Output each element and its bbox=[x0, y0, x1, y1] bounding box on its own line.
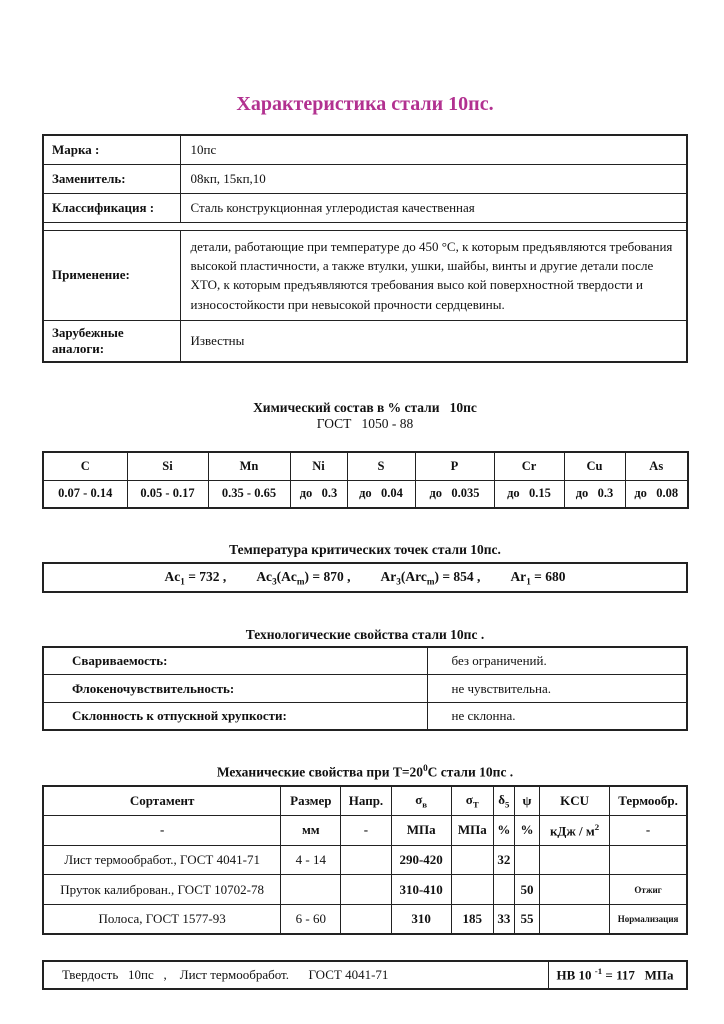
chem-header-cell: Ni bbox=[290, 452, 347, 480]
table-row-primenenie bbox=[43, 230, 687, 321]
table-row-zamenitel bbox=[43, 164, 687, 193]
critical-points-table bbox=[42, 562, 688, 593]
critical-points-title: Температура критических точек стали 10пс. bbox=[229, 542, 501, 558]
chem-header-cell: C bbox=[43, 452, 127, 480]
chem-header-cell: P bbox=[415, 452, 494, 480]
row-label: Свариваемость: bbox=[43, 647, 427, 675]
mech-units-row bbox=[43, 815, 687, 845]
hardness-table bbox=[42, 960, 688, 990]
mech-cell: 32 bbox=[493, 845, 514, 875]
chem-header-cell: As bbox=[625, 452, 688, 480]
table-row-svarivaemost bbox=[43, 647, 687, 675]
chemistry-gost-subtitle: ГОСТ 1050 - 88 bbox=[316, 416, 414, 432]
mech-cell bbox=[341, 845, 391, 875]
mech-cell: 4 - 14 bbox=[281, 845, 341, 875]
row-value: без ограничений. bbox=[427, 647, 687, 675]
mech-header-row bbox=[43, 786, 687, 816]
mech-cell bbox=[451, 845, 493, 875]
mech-data-row-prutok bbox=[43, 875, 687, 905]
mech-unit-cell: - bbox=[341, 815, 391, 845]
row-label: Заменитель: bbox=[43, 164, 180, 193]
table-row-klassifikacia bbox=[43, 193, 687, 222]
row-label: Марка : bbox=[43, 135, 180, 164]
mech-unit-cell: - bbox=[43, 815, 281, 845]
mech-header-razmer: Размер bbox=[281, 786, 341, 816]
mech-header-psi: ψ bbox=[514, 786, 539, 816]
chem-value-cell: до 0.3 bbox=[290, 480, 347, 508]
hardness-row bbox=[43, 961, 687, 989]
mech-cell: 50 bbox=[514, 875, 539, 905]
chem-header-cell: Mn bbox=[208, 452, 290, 480]
critical-points-cell bbox=[43, 563, 687, 592]
document-page bbox=[42, 0, 688, 990]
mech-cell bbox=[451, 875, 493, 905]
mech-unit-cell: МПа bbox=[451, 815, 493, 845]
mech-unit-cell: - bbox=[610, 815, 687, 845]
chemical-composition-table bbox=[42, 451, 689, 509]
row-label: Классификация : bbox=[43, 193, 180, 222]
row-value: Известны bbox=[180, 321, 687, 363]
row-value: Сталь конструкционная углеродистая качественная bbox=[180, 193, 687, 222]
mech-cell: 290-420 bbox=[391, 845, 451, 875]
mech-cell bbox=[281, 875, 341, 905]
mech-cell bbox=[341, 904, 391, 934]
chem-header-row bbox=[43, 452, 688, 480]
mech-cell: Лист термообработ., ГОСТ 4041-71 bbox=[43, 845, 281, 875]
mech-header-termoobr: Термообр. bbox=[610, 786, 687, 816]
mech-unit-cell: % bbox=[493, 815, 514, 845]
mech-unit-cell: МПа bbox=[391, 815, 451, 845]
table-row-hrupkost bbox=[43, 703, 687, 731]
mech-header-sigma-t: $\sigma_Т$ bbox=[451, 786, 493, 816]
critical-point: $Ar_1 = 680$ bbox=[510, 568, 566, 587]
row-label: Зарубежные аналоги: bbox=[43, 321, 180, 363]
mech-cell: 33 bbox=[493, 904, 514, 934]
row-value: 10пс bbox=[180, 135, 687, 164]
hardness-description: Твердость 10пс , Лист термообработ. ГОСТ 4041-71 bbox=[43, 961, 548, 989]
chemistry-section-title: Химический состав в % стали 10пс bbox=[253, 400, 477, 416]
mech-cell: 310-410 bbox=[391, 875, 451, 905]
technological-section-title: Технологические свойства стали 10пс . bbox=[245, 627, 485, 643]
mech-cell bbox=[514, 845, 539, 875]
mech-header-delta5: $\delta_5$ bbox=[493, 786, 514, 816]
mech-cell: Нормализация bbox=[610, 904, 687, 934]
chem-value-cell: до 0.3 bbox=[564, 480, 625, 508]
mech-data-row-polosa bbox=[43, 904, 687, 934]
chem-value-cell: 0.05 - 0.17 bbox=[127, 480, 208, 508]
mech-unit-cell: мм bbox=[281, 815, 341, 845]
critical-point: $Ac_3(Ac_m) = 870$ , bbox=[256, 568, 351, 587]
chem-values-row bbox=[43, 480, 688, 508]
mech-cell: Пруток калиброван., ГОСТ 10702-78 bbox=[43, 875, 281, 905]
row-label: Склонность к отпускной хрупкости: bbox=[43, 703, 427, 731]
mech-cell: Полоса, ГОСТ 1577-93 bbox=[43, 904, 281, 934]
row-label: Применение: bbox=[43, 230, 180, 321]
mech-header-sigma-v: $\sigma_в$ bbox=[391, 786, 451, 816]
row-value: не склонна. bbox=[427, 703, 687, 731]
mech-cell: 6 - 60 bbox=[281, 904, 341, 934]
chem-value-cell: 0.07 - 0.14 bbox=[43, 480, 127, 508]
row-value: детали, работающие при температуре до 450 °С, к которым предъявляются требования высокой пластичности, а также втулки, ушки, шайбы, винты и другие детали после ХТО, к которым предъявляются требования высо кой поверхностной твердости и износостойкости при невысокой прочности сердцевины. bbox=[180, 230, 687, 321]
mech-cell: 185 bbox=[451, 904, 493, 934]
table-row-analogi bbox=[43, 321, 687, 363]
mech-cell bbox=[539, 904, 609, 934]
table-row-marka bbox=[43, 135, 687, 164]
chem-value-cell: до 0.04 bbox=[347, 480, 415, 508]
chem-value-cell: до 0.15 bbox=[494, 480, 564, 508]
mech-unit-cell: % bbox=[514, 815, 539, 845]
page-title: Характеристика стали 10пс. bbox=[236, 93, 494, 115]
mech-cell bbox=[341, 875, 391, 905]
row-value: не чувствительна. bbox=[427, 675, 687, 703]
mech-cell bbox=[610, 845, 687, 875]
chem-value-cell: до 0.08 bbox=[625, 480, 688, 508]
mech-cell: 55 bbox=[514, 904, 539, 934]
chem-header-cell: Si bbox=[127, 452, 208, 480]
chem-value-cell: 0.35 - 0.65 bbox=[208, 480, 290, 508]
critical-points-row bbox=[43, 563, 687, 592]
chem-header-cell: Cr bbox=[494, 452, 564, 480]
mech-header-sortament: Сортамент bbox=[43, 786, 281, 816]
chem-header-cell: Cu bbox=[564, 452, 625, 480]
critical-point: $Ac_1 = 732$ , bbox=[164, 568, 227, 587]
mech-cell: Отжиг bbox=[610, 875, 687, 905]
mechanical-properties-table bbox=[42, 785, 688, 935]
mech-header-kcu: KCU bbox=[539, 786, 609, 816]
row-label: Флокеночувствительность: bbox=[43, 675, 427, 703]
mech-unit-cell-kcu: кДж / $м^2$ bbox=[539, 815, 609, 845]
chem-header-cell: S bbox=[347, 452, 415, 480]
mech-header-napr: Напр. bbox=[341, 786, 391, 816]
mech-data-row-list bbox=[43, 845, 687, 875]
spacer-row bbox=[43, 222, 687, 230]
mech-cell bbox=[539, 875, 609, 905]
hardness-value: НВ 10 $^{-1}$ = 117 МПа bbox=[548, 961, 687, 989]
mech-cell: 310 bbox=[391, 904, 451, 934]
critical-point: $Ar_3(Arc_m) = 854$ , bbox=[380, 568, 481, 587]
critical-points-line bbox=[44, 569, 686, 587]
technological-properties-table bbox=[42, 646, 688, 731]
mech-cell bbox=[493, 875, 514, 905]
table-row-floken bbox=[43, 675, 687, 703]
row-value: 08кп, 15кп,10 bbox=[180, 164, 687, 193]
chem-value-cell: до 0.035 bbox=[415, 480, 494, 508]
mechanical-section-title: Механические свойства при $Т=20^0С$ стали 10пс . bbox=[216, 763, 514, 780]
mech-cell bbox=[539, 845, 609, 875]
steel-info-table bbox=[42, 134, 688, 363]
spacer-cell bbox=[43, 222, 687, 230]
